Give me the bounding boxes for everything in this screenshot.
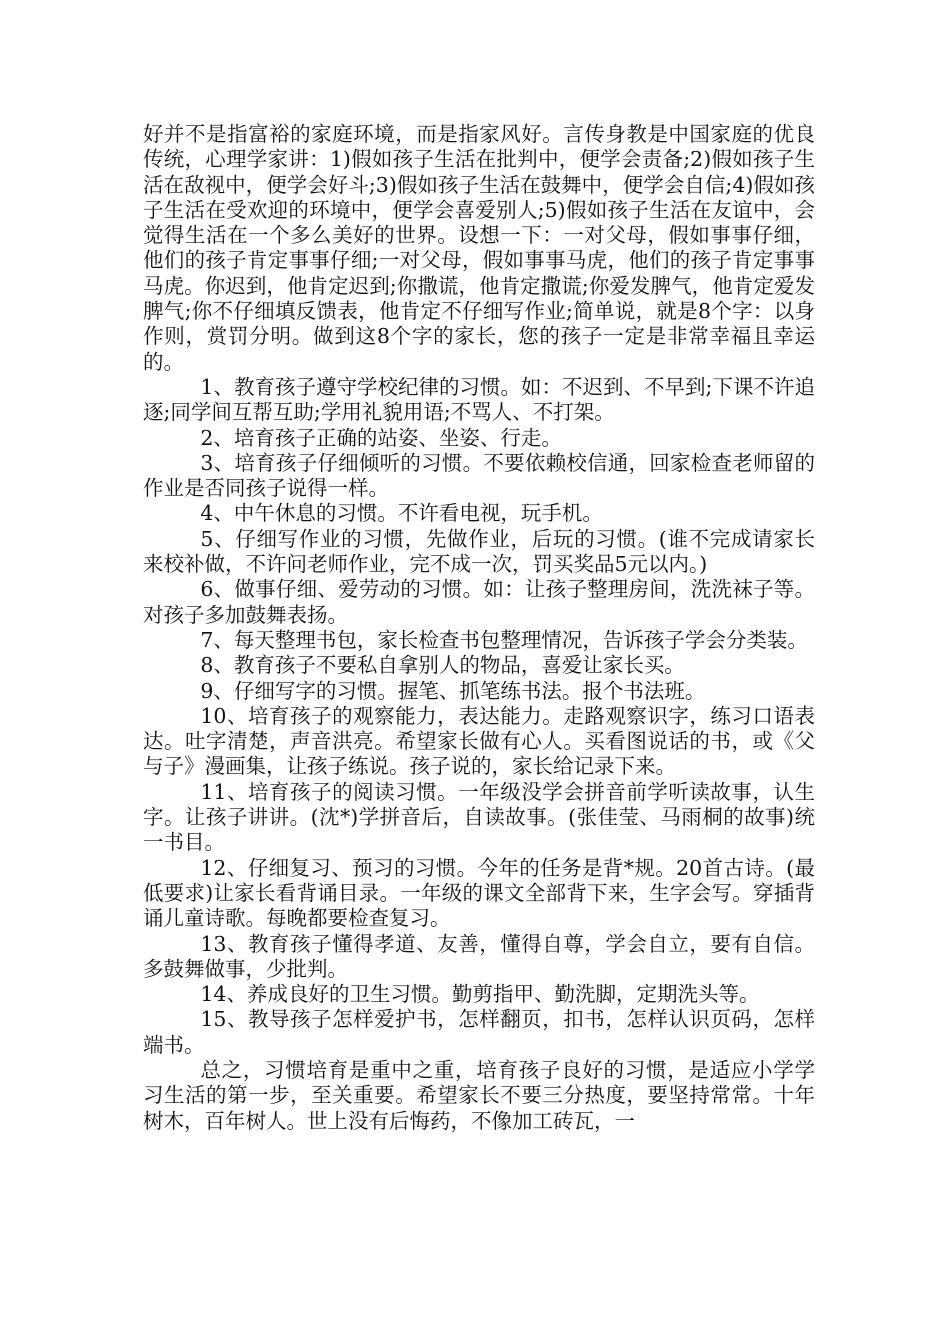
list-item: 12、仔细复习、预习的习惯。今年的任务是背*规。20首古诗。(最低要求)让家长看背诵目录。一年级的课文全部背下来，生字会写。穿插背诵儿童诗歌。每晚都要检查复习。 — [143, 855, 815, 931]
list-item: 6、做事仔细、爱劳动的习惯。如：让孩子整理房间，洗洗袜子等。对孩子多加鼓舞表扬。 — [143, 577, 815, 627]
list-item: 5、仔细写作业的习惯，先做作业，后玩的习惯。(谁不完成请家长来校补做，不许问老师作业，完不成一次，罚买奖品5元以内。) — [143, 526, 815, 577]
list-item: 8、教育孩子不要私自拿别人的物品，喜爱让家长买。 — [200, 653, 685, 678]
list-item: 13、教育孩子懂得孝道、友善，懂得自尊，学会自立，要有自信。多鼓舞做事，少批判。 — [143, 931, 815, 981]
conclusion-paragraph: 总之，习惯培育是重中之重，培育孩子良好的习惯，是适应小学学习生活的第一步，至关重要。希望家长不要三分热度，要坚持常常。十年树木，百年树人。世上没有后悔药，不像加工砖瓦，一 — [143, 1057, 815, 1133]
list-item: 10、培育孩子的观察能力，表达能力。走路观察识字，练习口语表达。吐字清楚，声音洪亮。希望家长做有心人。买看图说话的书，或《父与子》漫画集，让孩子练说。孩子说的，家长给记录下来。 — [143, 703, 815, 779]
document-page — [143, 122, 815, 1134]
list-item: 7、每天整理书包，家长检查书包整理情况，告诉孩子学会分类装。 — [200, 627, 808, 652]
list-item: 4、中午休息的习惯。不许看电视，玩手机。 — [200, 501, 603, 526]
list-item: 15、教导孩子怎样爱护书，怎样翻页，扣书，怎样认识页码，怎样端书。 — [143, 1007, 815, 1057]
intro-paragraph: 好并不是指富裕的家庭环境，而是指家风好。言传身教是中国家庭的优良传统，心理学家讲：1)假如孩子生活在批判中，便学会责备;2)假如孩子生活在敌视中，便学会好斗;3)假如孩子生活在鼓舞中，便学会自信;4)假如孩子生活在受欢迎的环境中，便学会喜爱别人;5)假如孩子生活在友谊中，会觉得生活在一个多么美好的世界。设想一下：一对父母，假如事事仔细，他们的孩子肯定事事仔细;一对父母，假如事事马虎，他们的孩子肯定事事马虎。你迟到，他肯定迟到;你撒谎，他肯定撒谎;你爱发脾气，他肯定爱发脾气;你不仔细填反馈表，他肯定不仔细写作业;简单说，就是8个字：以身作则，赏罚分明。做到这8个字的家长，您的孩子一定是非常幸福且幸运的。 — [143, 122, 815, 374]
list-item: 1、教育孩子遵守学校纪律的习惯。如：不迟到、不早到;下课不许追逐;同学间互帮互助;学用礼貌用语;不骂人、不打架。 — [143, 374, 815, 425]
list-item: 3、培育孩子仔细倾听的习惯。不要依赖校信通，回家检查老师留的作业是否同孩子说得一样。 — [143, 450, 815, 501]
list-item: 14、养成良好的卫生习惯。勤剪指甲、勤洗脚，定期洗头等。 — [200, 982, 760, 1007]
list-item: 9、仔细写字的习惯。握笔、抓笔练书法。报个书法班。 — [200, 678, 706, 703]
list-item: 11、培育孩子的阅读习惯。一年级没学会拼音前学听读故事，认生字。让孩子讲讲。(沈*)学拼音后，自读故事。(张佳莹、马雨桐的故事)统一书目。 — [143, 779, 815, 855]
list-item: 2、培育孩子正确的站姿、坐姿、行走。 — [200, 425, 562, 450]
